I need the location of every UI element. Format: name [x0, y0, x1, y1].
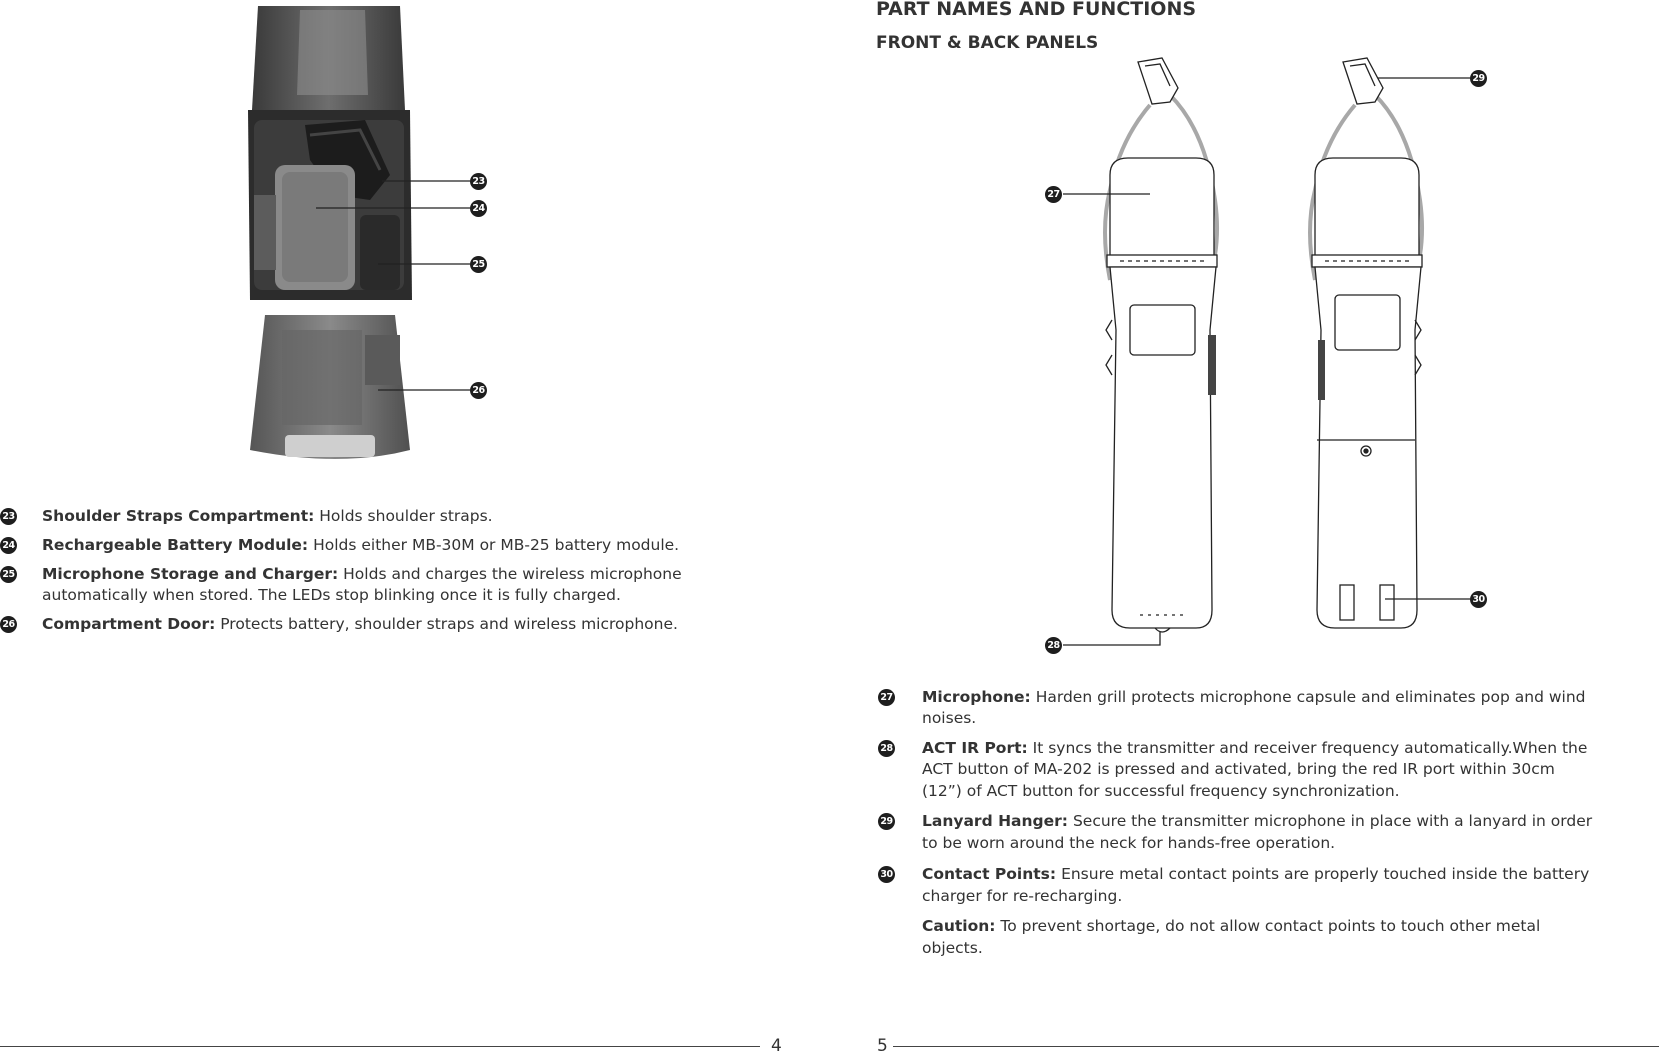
callout-badge-27: 27 [1045, 186, 1062, 203]
callout-badge-25: 25 [470, 256, 487, 273]
item-29-line2: to be worn around the neck for hands-free operation. [922, 834, 1336, 852]
item-badge-27: 27 [878, 689, 895, 706]
caution-text [922, 915, 1540, 937]
item-28-line3: (12”) of ACT button for successful frequency synchronization. [922, 782, 1400, 800]
callout-badge-24: 24 [470, 200, 487, 217]
caution-title: Caution: [922, 917, 996, 935]
item-29-body: Secure the transmitter microphone in place with a lanyard in order [1072, 812, 1593, 830]
callout-badge-29: 29 [1470, 70, 1487, 87]
front-microphone-drawing [1105, 58, 1217, 632]
right-footer-rule [893, 1046, 1659, 1047]
item-badge-24: 24 [0, 537, 17, 554]
callout-badge-23: 23 [470, 173, 487, 190]
item-25-text-line2: automatically when stored. The LEDs stop blinking once it is fully charged. [42, 586, 621, 604]
callout-badge-26: 26 [470, 382, 487, 399]
item-27-line2: noises. [922, 709, 977, 727]
left-page-number: 4 [771, 1036, 782, 1056]
item-28-text [922, 737, 1587, 759]
item-badge-23: 23 [0, 508, 17, 525]
item-30-text [922, 863, 1589, 885]
item-badge-30: 30 [878, 866, 895, 883]
page-title: PART NAMES AND FUNCTIONS [876, 0, 1197, 20]
item-badge-25: 25 [0, 566, 17, 583]
section-subtitle: FRONT & BACK PANELS [876, 33, 1099, 53]
item-badge-26: 26 [0, 616, 17, 633]
item-24-title: Rechargeable Battery Module: [42, 536, 309, 554]
item-badge-28: 28 [878, 740, 895, 757]
item-30-line2: charger for re-recharging. [922, 887, 1123, 905]
caution-line2: objects. [922, 939, 983, 957]
item-30-title: Contact Points: [922, 865, 1057, 883]
item-27-title: Microphone: [922, 688, 1031, 706]
item-28-body: It syncs the transmitter and receiver frequency automatically.When the [1032, 739, 1588, 757]
item-badge-29: 29 [878, 813, 895, 830]
item-23-body: Holds shoulder straps. [319, 507, 493, 525]
item-29-title: Lanyard Hanger: [922, 812, 1068, 830]
item-27-text [922, 686, 1586, 708]
back-microphone-drawing [1310, 58, 1422, 628]
item-24-body: Holds either MB-30M or MB-25 battery module. [313, 536, 680, 554]
item-28-title: ACT IR Port: [922, 739, 1028, 757]
item-28-line2: ACT button of MA-202 is pressed and activated, bring the red IR port within 30cm [922, 760, 1555, 778]
callout-badge-28: 28 [1045, 637, 1062, 654]
item-23-title: Shoulder Straps Compartment: [42, 507, 315, 525]
item-25-body: Holds and charges the wireless microphone [343, 565, 682, 583]
item-29-text [922, 810, 1592, 832]
item-26-body: Protects battery, shoulder straps and wireless microphone. [220, 615, 678, 633]
left-footer-rule [0, 1046, 760, 1047]
right-page-number: 5 [877, 1036, 888, 1056]
callout-badge-30: 30 [1470, 591, 1487, 608]
item-26-title: Compartment Door: [42, 615, 216, 633]
item-30-body: Ensure metal contact points are properly touched inside the battery [1061, 865, 1590, 883]
caution-body: To prevent shortage, do not allow contact points to touch other metal [1000, 917, 1541, 935]
item-27-body: Harden grill protects microphone capsule and eliminates pop and wind [1035, 688, 1586, 706]
item-25-title: Microphone Storage and Charger: [42, 565, 339, 583]
